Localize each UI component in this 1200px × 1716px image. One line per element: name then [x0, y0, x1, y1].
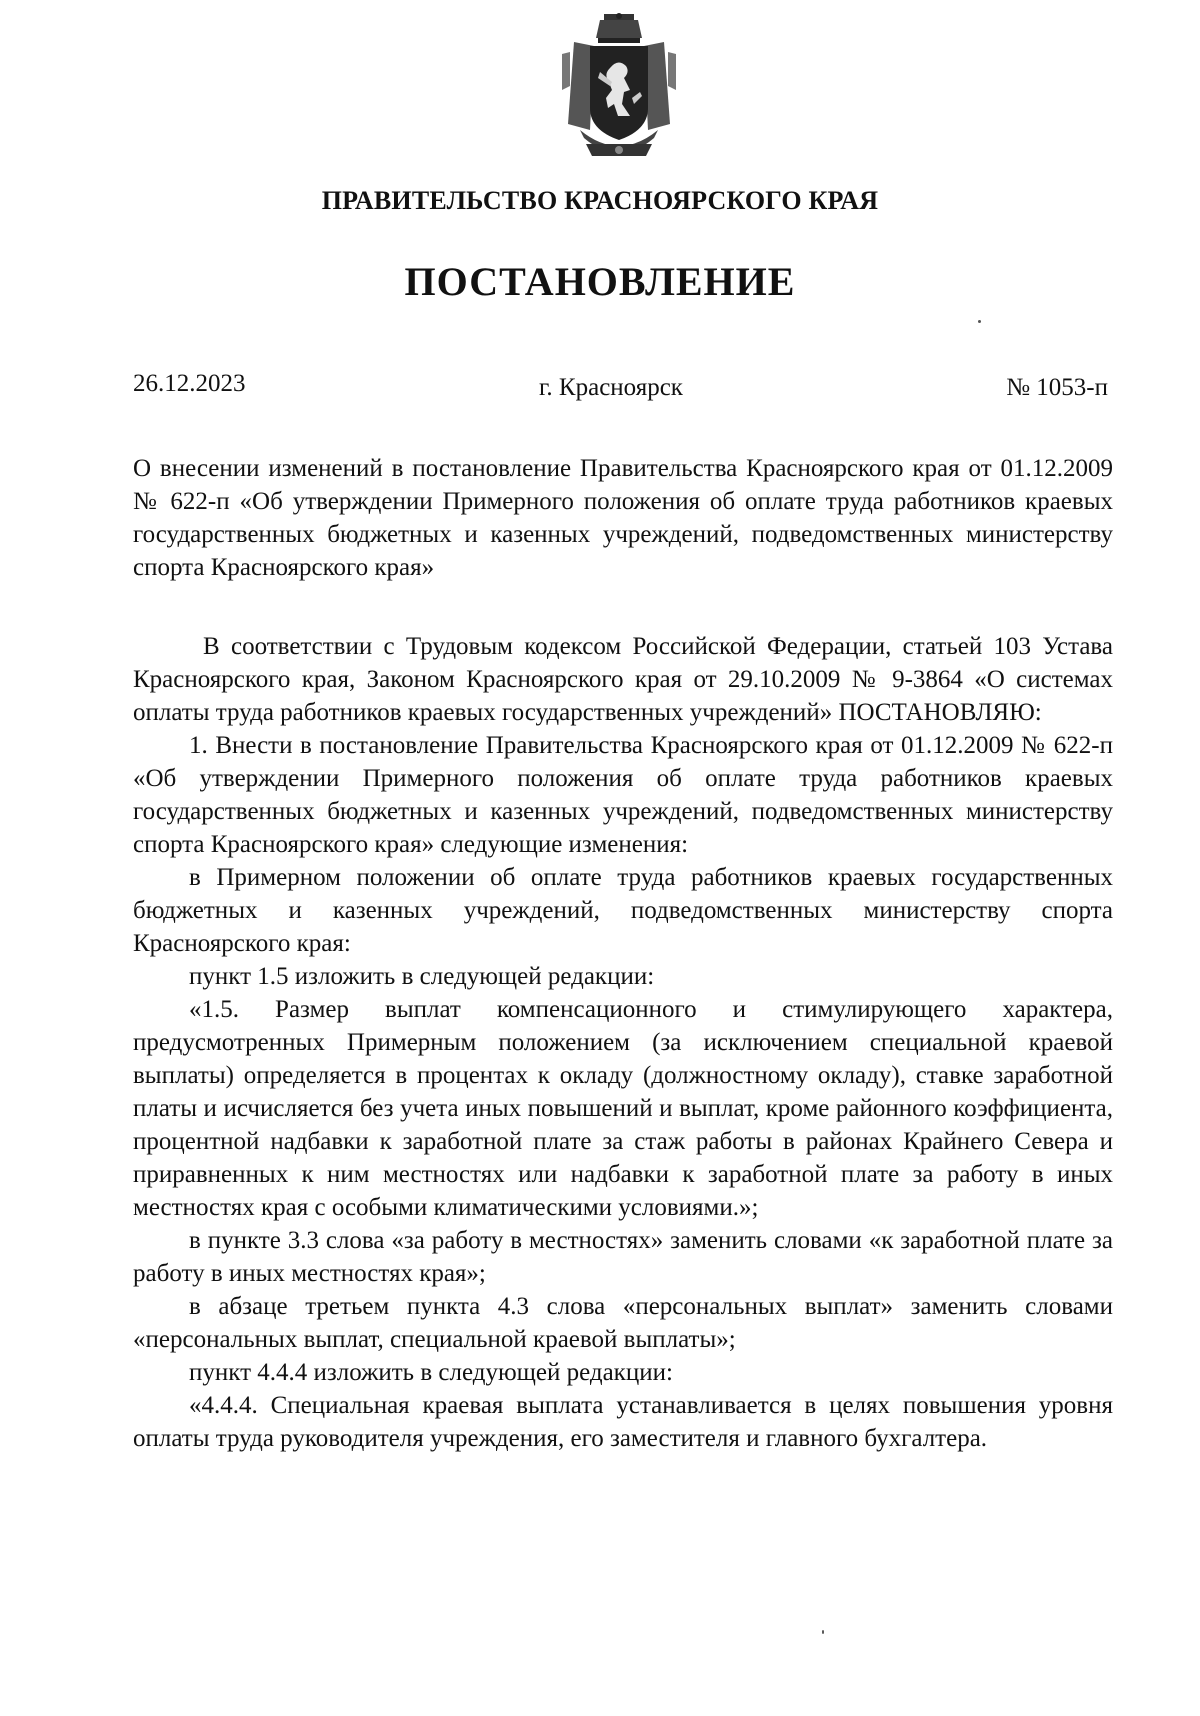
document-date: 26.12.2023 [133, 370, 246, 397]
document-subject: О внесении изменений в постановление Правительства Красноярского края от 01.12.2009 № 622-п «Об утверждении Примерного положения об оплате труда работников краевых государственных бюджетных и казенных учреждений, подведомственных министерству спорта Красноярского края» [133, 455, 1113, 581]
organization-title: ПРАВИТЕЛЬСТВО КРАСНОЯРСКОГО КРАЯ [321, 186, 879, 215]
body-paragraph: «1.5. Размер выплат компенсационного и стимулирующего характера, предусмотренных Примерным положением (за исключением специальной краевой выплаты) определяется в процентах к окладу (должностному окладу), ставке заработной платы и исчисляется без учета иных повышений и выплат, кроме районного коэффициента, процентной надбавки к заработной плате за стаж работы в районах Крайнего Севера и приравненных к ним местностях или надбавки к заработной плате за работу в иных местностях края с особыми климатическими условиями.»; [133, 996, 1113, 1221]
body-paragraph: «4.4.4. Специальная краевая выплата устанавливается в целях повышения уровня оплаты труда руководителя учреждения, его заместителя и главного бухгалтера. [133, 1392, 1113, 1452]
document-type-title: ПОСТАНОВЛЕНИЕ [404, 259, 796, 304]
document-body [133, 630, 1113, 1455]
scan-speck [822, 1630, 824, 1634]
document-city: г. Красноярск [539, 374, 683, 401]
body-paragraph: в Примерном положении об оплате труда работников краевых государственных бюджетных и казенных учреждений, подведомственных министерству спорта Красноярского края: [133, 864, 1113, 957]
body-paragraph: в пункте 3.3 слова «за работу в местностях» заменить словами «к заработной плате за работу в иных местностях края»; [133, 1227, 1113, 1287]
coat-of-arms-icon [560, 12, 678, 164]
document-meta-row [133, 370, 1108, 406]
body-paragraph: пункт 1.5 изложить в следующей редакции: [189, 963, 655, 990]
body-paragraph: пункт 4.4.4 изложить в следующей редакции: [189, 1359, 673, 1386]
body-paragraph-preamble: В соответствии с Трудовым кодексом Российской Федерации, статьей 103 Устава Красноярского края, Законом Красноярского края от 29.10.2009 № 9-3864 «О системах оплаты труда работников краевых государственных учреждений» ПОСТАНОВЛЯЮ: [133, 633, 1113, 726]
scan-speck [978, 320, 981, 323]
document-number: № 1053-п [1006, 374, 1108, 401]
body-paragraph: в абзаце третьем пункта 4.3 слова «персональных выплат» заменить словами «персональных выплат, специальной краевой выплаты»; [133, 1293, 1113, 1353]
body-paragraph-item-1: 1. Внести в постановление Правительства Красноярского края от 01.12.2009 № 622-п «Об утверждении Примерного положения об оплате труда работников краевых государственных бюджетных и казенных учреждений, подведомственных министерству спорта Красноярского края» следующие изменения: [133, 732, 1113, 858]
